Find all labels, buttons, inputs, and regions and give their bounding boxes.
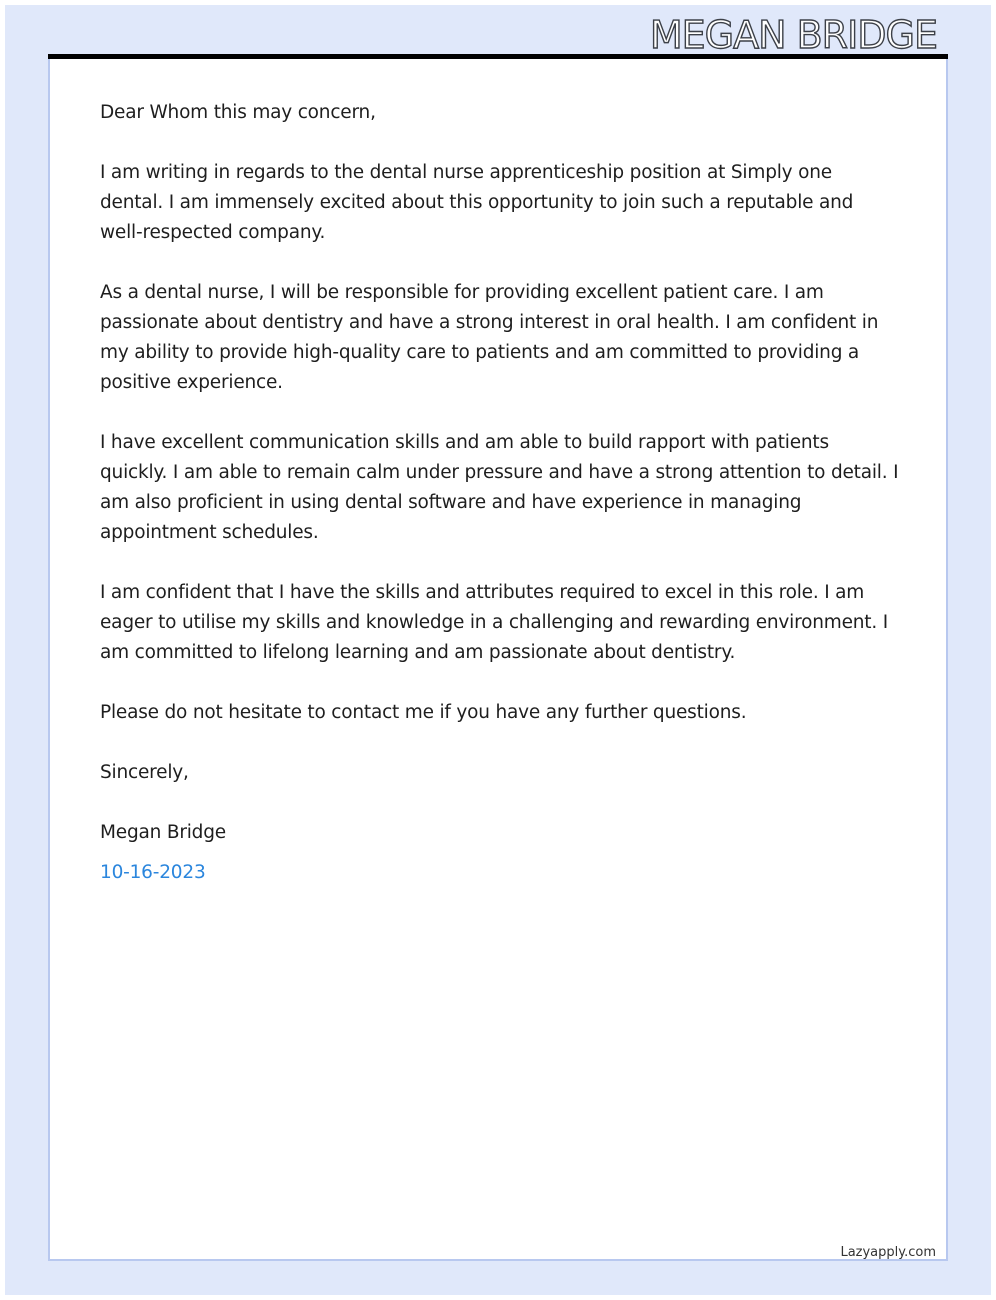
letter-paragraph: I am writing in regards to the dental nurse apprenticeship position at Simply one dental. I am immensely excited about this opportunity to join such a reputable and well-respected company. xyxy=(100,162,854,243)
salutation: Dear Whom this may concern, xyxy=(100,102,376,123)
letter-paragraph: I am confident that I have the skills and attributes required to excel in this role. I am eager to utilise my skills and knowledge in a challenging and rewarding environment. I am committed to lifelong learning and am passionate about dentistry. xyxy=(100,582,888,663)
applicant-name-heading: MEGAN BRIDGE xyxy=(649,13,937,57)
letter-paragraph: Please do not hesitate to contact me if you have any further questions. xyxy=(100,702,747,723)
closing: Sincerely, xyxy=(100,762,189,783)
signature-name: Megan Bridge xyxy=(100,822,226,843)
letter-date: 10-16-2023 xyxy=(100,862,206,883)
cover-letter-body xyxy=(100,98,900,888)
footer-brand: Lazyapply.com xyxy=(840,1245,936,1260)
letter-paragraph: As a dental nurse, I will be responsible for providing excellent patient care. I am passionate about dentistry and have a strong interest in oral health. I am confident in my ability to provide high-quality care to patients and am committed to providing a positive experience. xyxy=(100,282,879,393)
letter-paragraph: I have excellent communication skills and am able to build rapport with patients quickly. I am able to remain calm under pressure and have a strong attention to detail. I am also proficient in using dental software and have experience in managing appointment schedules. xyxy=(100,432,899,543)
